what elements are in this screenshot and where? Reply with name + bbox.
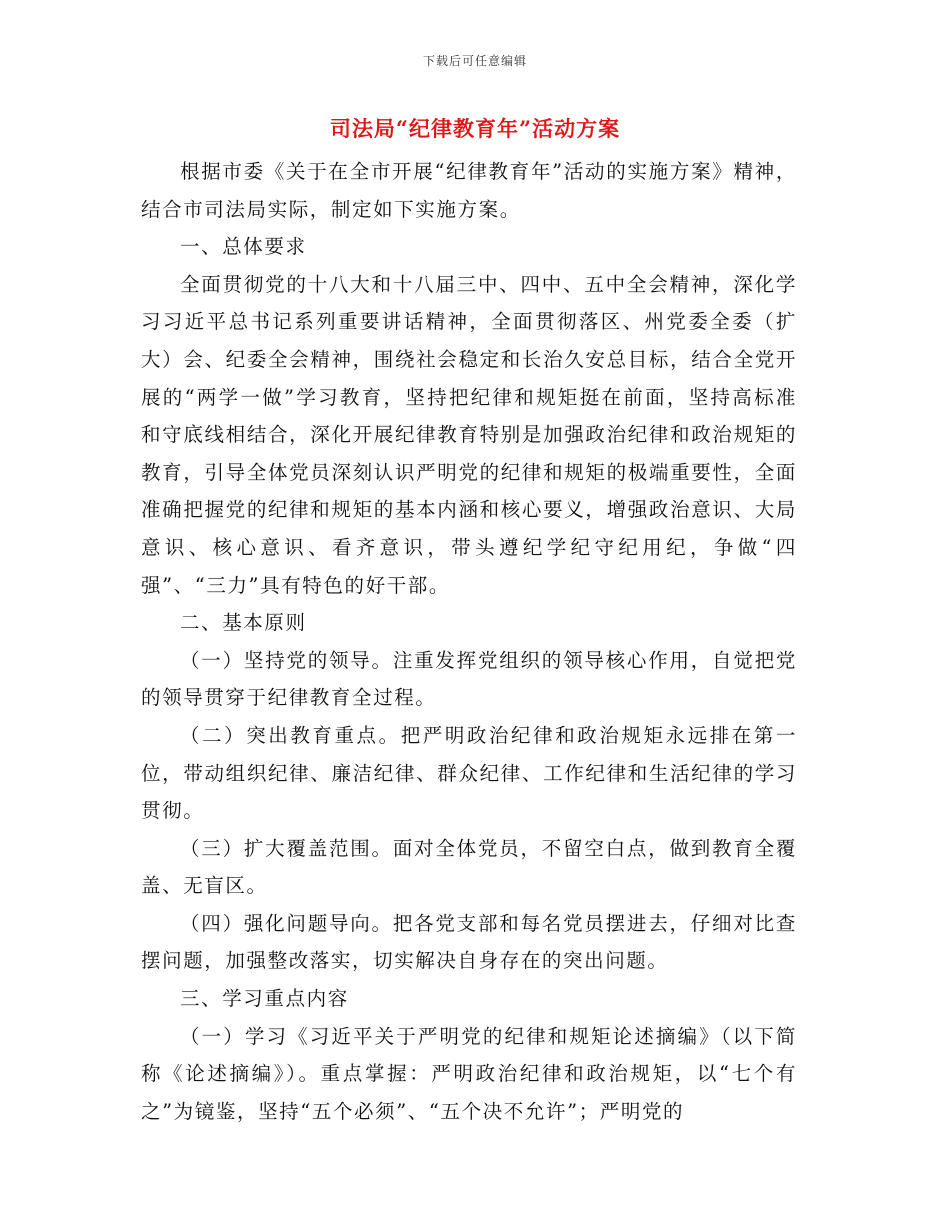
section-heading-3: 三、学习重点内容 [180,987,349,1011]
paragraph-study-1: （一）学习《习近平关于严明党的纪律和规矩论述摘编》（以下简称《论述摘编》）。重点掌握：严明政治纪律和政治规矩，以“七个有之”为镜鉴，坚持“五个必须”、“五个决不允许”；严明党的 [141,1024,797,1123]
document-body [141,153,797,1130]
document-title: 司法局“纪律教育年”活动方案 [329,116,621,141]
page-header-note: 下载后可任意编辑 [422,54,527,68]
paragraph-overall-requirements: 全面贯彻党的十八大和十八届三中、四中、五中全会精神，深化学习习近平总书记系列重要讲话精神，全面贯彻落区、州党委全委（扩大）会、纪委全会精神，围绕社会稳定和长治久安总目标，结合全党开展的“两学一做”学习教育，坚持把纪律和规矩挺在前面，坚持高标准和守底线相结合，深化开展纪律教育特别是加强政治纪律和政治规矩的教育，引导全体党员深刻认识严明党的纪律和规矩的极端重要性，全面准确把握党的纪律和规矩的基本内涵和核心要义，增强政治意识、大局意识、核心意识、看齐意识，带头遵纪学纪守纪用纪，争做“四强”、“三力”具有特色的好干部。 [141,272,797,597]
paragraph-intro: 根据市委《关于在全市开展“纪律教育年”活动的实施方案》精神，结合市司法局实际，制定如下实施方案。 [141,160,797,221]
section-heading-2: 二、基本原则 [180,611,307,635]
paragraph-principle-3: （三）扩大覆盖范围。面对全体党员，不留空白点，做到教育全覆盖、无盲区。 [141,836,797,898]
paragraph-principle-2: （二）突出教育重点。把严明政治纪律和政治规矩永远排在第一位，带动组织纪律、廉洁纪律、群众纪律、工作纪律和生活纪律的学习贯彻。 [141,723,797,823]
paragraph-principle-4: （四）强化问题导向。把各党支部和每名党员摆进去，仔细对比查摆问题，加强整改落实，切实解决自身存在的突出问题。 [141,911,797,973]
section-heading-1: 一、总体要求 [180,235,307,259]
paragraph-principle-1: （一）坚持党的领导。注重发挥党组织的领导核心作用，自觉把党的领导贯穿于纪律教育全过程。 [141,648,797,710]
